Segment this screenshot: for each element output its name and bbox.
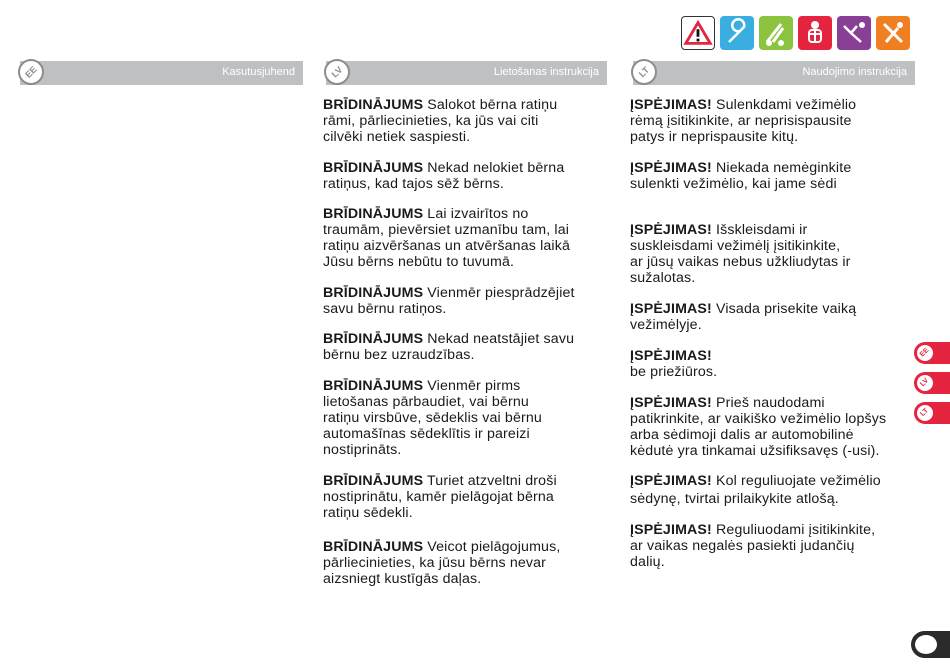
- warning-paragraph: BRĪDINĀJUMS Turiet atzveltni droši nostiprinātu, kamēr pielāgojat bērna ratiņu sēdekli.: [323, 473, 557, 521]
- side-tab-badge: EE: [917, 345, 933, 361]
- warning-paragraph: ĮSPĖJIMAS! be priežiūros.: [630, 348, 718, 380]
- language-badge-lv: LV: [324, 59, 350, 85]
- section-header-lt: [633, 61, 915, 85]
- stroller-fold-icon: [876, 16, 910, 50]
- warning-paragraph: ĮSPĖJIMAS! Niekada nemėginkite sulenkti vežimėlio, kai jame sėdi: [630, 160, 852, 192]
- pictogram-row: [681, 16, 910, 50]
- side-tab-badge: LT: [917, 405, 933, 421]
- wrench-icon: [720, 16, 754, 50]
- warning-paragraph: ĮSPĖJIMAS! Sulenkdami vežimėlio rėmą įsitikinkite, ar neprisispausite patys ir neprispausite kitų.: [630, 97, 857, 145]
- page-marker-dot: [915, 635, 937, 654]
- stroller-adjust-icon: [837, 16, 871, 50]
- section-title-lv: Lietošanas instrukcija: [493, 66, 599, 78]
- warning-paragraph: BRĪDINĀJUMS Lai izvairītos no traumām, pievērsiet uzmanību tam, lai ratiņu aizvēršanas un atvēršanas laikā Jūsu bērns nebūtu to tuvumā.: [323, 206, 571, 270]
- side-tab-badge: LV: [917, 375, 933, 391]
- stroller-icon: [759, 16, 793, 50]
- warning-paragraph: BRĪDINĀJUMS Nekad nelokiet bērna ratiņus, kad tajos sēž bērns.: [323, 160, 565, 192]
- warning-paragraph: BRĪDINĀJUMS Nekad neatstājiet savu bērnu bez uzraudzības.: [323, 331, 575, 363]
- warning-paragraph: ĮSPĖJIMAS! Prieš naudodami patikrinkite, ar vaikiško vežimėlio lopšys arba sėdimoji dalis ar automobilinė kėdutė yra tinkamai užsifiksavęs (-usi).: [630, 395, 887, 459]
- warning-paragraph: ĮSPĖJIMAS! Visada prisekite vaiką vežimėlyje.: [630, 301, 857, 333]
- warning-paragraph: BRĪDINĀJUMS Salokot bērna ratiņu rāmi, pārliecinieties, ka jūs vai citi cilvēki netiek saspiesti.: [323, 97, 558, 145]
- section-header-ee: [20, 61, 303, 85]
- language-badge-ee: EE: [18, 59, 44, 85]
- warning-paragraph: ĮSPĖJIMAS! Kol reguliuojate vežimėlio sėdynę, tvirtai prilaikykite atlošą.: [630, 473, 881, 507]
- side-tab-lv[interactable]: [914, 372, 950, 394]
- section-header-lv: [326, 61, 607, 85]
- warning-paragraph: BRĪDINĀJUMS Vienmēr piesprādzējiet savu bērnu ratiņos.: [323, 285, 575, 317]
- warning-paragraph: BRĪDINĀJUMS Veicot pielāgojumus, pārliecinieties, ka jūsu bērns nevar aizsniegt kustīgās daļas.: [323, 539, 561, 587]
- section-title-lt: Naudojimo instrukcija: [802, 66, 907, 78]
- section-title-ee: Kasutusjuhend: [222, 66, 295, 78]
- warning-paragraph: BRĪDINĀJUMS Vienmēr pirms lietošanas pārbaudiet, vai bērnu ratiņu virsbūve, sēdeklis vai bērnu automašīnas sēdeklītis ir pareizi nostiprināts.: [323, 378, 542, 458]
- side-tab-lt[interactable]: [914, 402, 950, 424]
- warning-paragraph: ĮSPĖJIMAS! Reguliuodami įsitikinkite, ar vaikas negalės pasiekti judančių dalių.: [630, 522, 876, 570]
- side-tab-ee[interactable]: [914, 342, 950, 364]
- child-harness-icon: [798, 16, 832, 50]
- warning-triangle-icon: [681, 16, 715, 50]
- language-badge-lt: LT: [631, 59, 657, 85]
- warning-paragraph: ĮSPĖJIMAS! Išskleisdami ir suskleisdami vežimėlį įsitikinkite, ar jūsų vaikas nebus užkliudytas ir sužalotas.: [630, 222, 851, 286]
- page-marker: [911, 631, 950, 658]
